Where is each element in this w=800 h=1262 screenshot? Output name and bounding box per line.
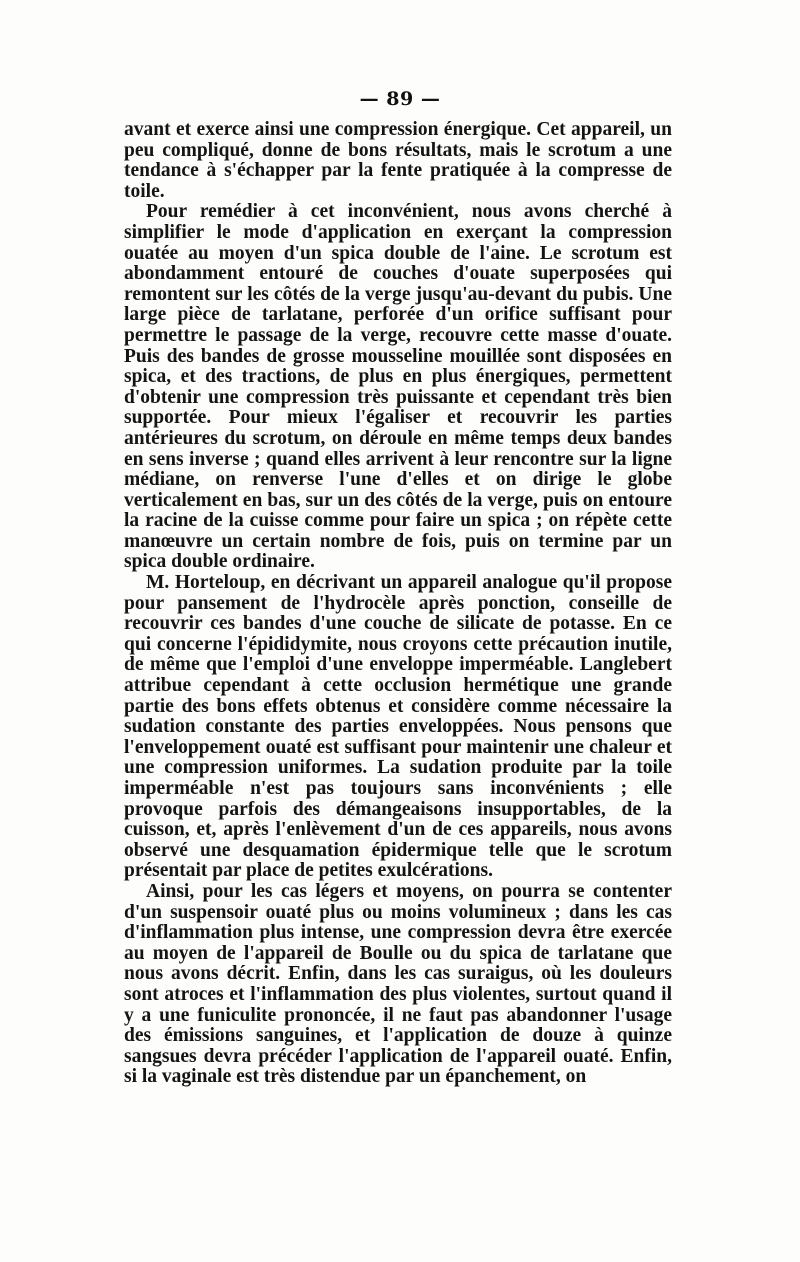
page-number: — 89 —	[359, 88, 441, 110]
paragraph: Ainsi, pour les cas légers et moyens, on pourra se contenter d'un suspensoir ouaté plus ou moins volumineux ; dans les cas d'inflammation plus intense, une compression devra être exercée au moyen de l'appareil de Boulle ou du spica de tarlatane que nous avons décrit. Enfin, dans les cas suraigus, où les douleurs sont atroces et l'inflammation des plus violentes, surtout quand il y a une funiculite prononcée, il ne faut pas abandonner l'usage des émissions sanguines, et l'application de douze à quinze sangsues devra précéder l'application de l'appareil ouaté. Enfin, si la vaginale est très distendue par un épanchement, on	[124, 880, 672, 1088]
paragraph: Pour remédier à cet inconvénient, nous avons cherché à simplifier le mode d'application en exerçant la compression ouatée au moyen d'un spica double de l'aine. Le scrotum est abondamment entouré de couches d'ouate superposées qui remontent sur les côtés de la verge jusqu'au-devant du pubis. Une large pièce de tarlatane, perforée d'un orifice suffisant pour permettre le passage de la verge, recouvre cette masse d'ouate. Puis des bandes de grosse mousseline mouillée sont disposées en spica, et des tractions, de plus en plus énergiques, permettent d'obtenir une compression très puissante et cependant très bien supportée. Pour mieux l'égaliser et recouvrir les parties antérieures du scrotum, on déroule en même temps deux bandes en sens inverse ; quand elles arrivent à leur rencontre sur la ligne médiane, on renverse l'une d'elles et on dirige le globe verticalement en bas, sur un des côtés de la verge, puis on entoure la racine de la cuisse comme pour faire un spica ; on répète cette manœuvre un certain nombre de fois, puis on termine par un spica double ordinaire.	[124, 201, 672, 573]
body-text	[124, 120, 672, 1088]
paragraph: M. Horteloup, en décrivant un appareil analogue qu'il propose pour pansement de l'hydrocèle après ponction, conseille de recouvrir ces bandes d'une couche de silicate de potasse. En ce qui concerne l'épididymite, nous croyons cette précaution inutile, de même que l'emploi d'une enveloppe imperméable. Langlebert attribue cependant à cette occlusion hermétique une grande partie des bons effets obtenus et considère comme nécessaire la sudation constante des parties enveloppées. Nous pensons que l'enveloppement ouaté est suffisant pour maintenir une chaleur et une compression uniformes. La sudation produite par la toile imperméable n'est pas toujours sans inconvénients ; elle provoque parfois des démangeaisons insupportables, de la cuisson, et, après l'enlèvement d'un de ces appareils, nous avons observé une desquamation épidermique telle que le scrotum présentait par place de petites exulcérations.	[124, 572, 672, 882]
paragraph: avant et exerce ainsi une compression énergique. Cet appareil, un peu compliqué, donne de bons résultats, mais le scrotum a une tendance à s'échapper par la fente pratiquée à la compresse de toile.	[124, 119, 672, 202]
